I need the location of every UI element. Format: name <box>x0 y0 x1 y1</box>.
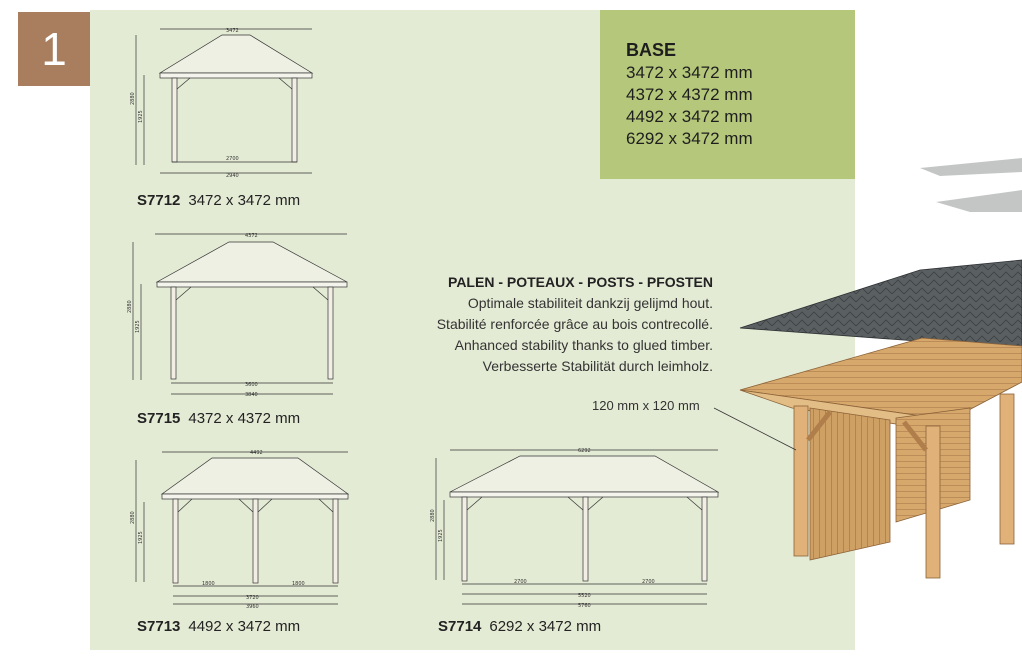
dim-s7712-outer: 2940 <box>226 173 239 179</box>
base-title: BASE <box>626 40 677 60</box>
dim-s7713-inner: 3720 <box>246 595 259 601</box>
dim-s7714-post: 1925 <box>438 529 444 542</box>
dim-s7714-inner: 5520 <box>578 593 591 599</box>
model-s7715 <box>137 410 300 427</box>
roof-shingles <box>740 260 1022 348</box>
posts-line-nl: Optimale stabiliteit dankzij gelijmd hout. <box>467 295 713 311</box>
wall-panel <box>810 408 890 560</box>
posts-line-de: Verbesserte Stabilität durch leimholz. <box>482 358 713 374</box>
model-code: S7715 <box>137 410 181 427</box>
model-code: S7714 <box>438 618 482 635</box>
dim-s7712-height: 2880 <box>130 92 136 105</box>
gazebo-illustration <box>700 150 1022 590</box>
base-size-4: 6292 x 3472 mm <box>626 129 753 148</box>
model-size: 4492 x 3472 mm <box>188 618 301 635</box>
post-size-label: 120 mm x 120 mm <box>592 398 700 413</box>
posts-heading: PALEN - POTEAUX - POSTS - PFOSTEN <box>448 274 713 290</box>
dim-s7713-top: 4492 <box>250 450 263 456</box>
model-code: S7712 <box>137 192 181 209</box>
dim-s7714-outer: 5760 <box>578 603 591 609</box>
model-size: 6292 x 3472 mm <box>489 618 602 635</box>
base-size-2: 4372 x 4372 mm <box>626 85 753 104</box>
model-s7714 <box>438 618 601 635</box>
dim-s7715-outer: 3840 <box>245 392 258 398</box>
dim-s7713-outer: 3960 <box>246 604 259 610</box>
dim-s7714-top: 6292 <box>578 448 591 454</box>
post-leader-line <box>714 408 796 450</box>
model-code: S7713 <box>137 618 181 635</box>
shadow-streak <box>936 190 1022 212</box>
post <box>794 406 808 556</box>
roof-timber <box>740 338 1022 420</box>
dim-s7714-left: 2700 <box>514 579 527 585</box>
dim-s7715-post: 1925 <box>135 320 141 333</box>
dim-s7712-top: 3472 <box>226 28 239 34</box>
model-s7713 <box>137 618 300 635</box>
dim-s7715-height: 2880 <box>127 300 133 313</box>
base-size-3: 4492 x 3472 mm <box>626 107 753 126</box>
posts-description <box>437 272 713 377</box>
dim-s7715-inner: 3600 <box>245 382 258 388</box>
post <box>1000 394 1014 544</box>
model-size: 3472 x 3472 mm <box>188 192 301 209</box>
dim-s7713-left: 1800 <box>202 581 215 587</box>
drawing-s7713 <box>130 446 355 611</box>
dim-s7714-height: 2880 <box>430 509 436 522</box>
drawing-s7714 <box>430 442 725 612</box>
posts-line-fr: Stabilité renforcée grâce au bois contrecollé. <box>436 316 713 332</box>
posts-line-en: Anhanced stability thanks to glued timber. <box>454 337 713 353</box>
dim-s7713-post: 1925 <box>138 531 144 544</box>
dim-s7713-height: 2880 <box>130 511 136 524</box>
drawing-s7712 <box>130 25 320 180</box>
post <box>926 426 940 578</box>
drawing-s7715 <box>125 228 355 400</box>
base-size-1: 3472 x 3472 mm <box>626 63 753 82</box>
dim-s7712-inner: 2700 <box>226 156 239 162</box>
dim-s7715-top: 4372 <box>245 233 258 239</box>
shadow-streak <box>920 158 1022 176</box>
page-number: 1 <box>18 12 90 86</box>
dim-s7714-right: 2700 <box>642 579 655 585</box>
model-size: 4372 x 4372 mm <box>188 410 301 427</box>
dim-s7712-post: 1925 <box>138 110 144 123</box>
model-s7712 <box>137 192 300 209</box>
dim-s7713-right: 1800 <box>292 581 305 587</box>
